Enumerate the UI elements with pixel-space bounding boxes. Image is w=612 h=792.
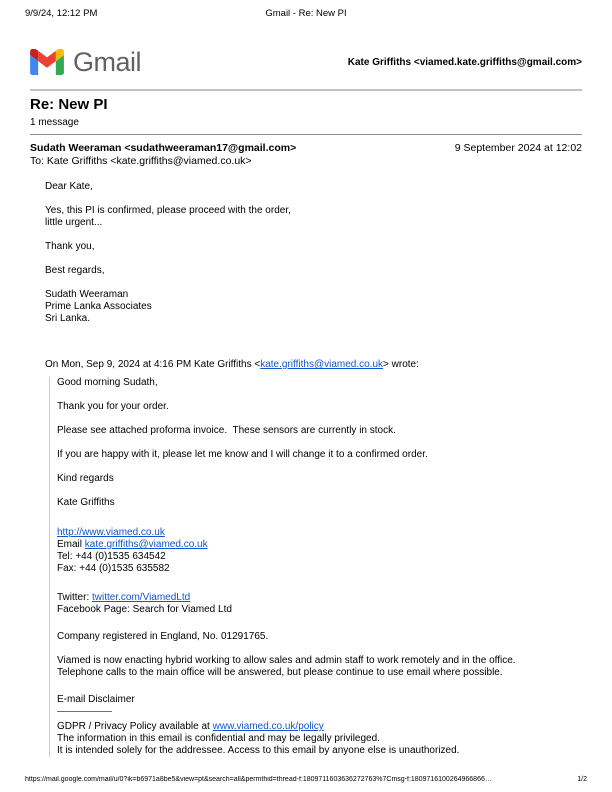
gmail-logo (30, 47, 141, 78)
print-footer (25, 776, 587, 783)
message-body (45, 181, 584, 757)
quoted-line: Thank you for your order. (57, 401, 169, 412)
print-source-url: https://mail.google.com/mail/u/0?ik=b6971a8be5&view=pt&search=all&permthid=thread-f:1809711603636272763%7Cmsg-f:1809716100264966866… (25, 776, 492, 783)
email-subject: Re: New PI (30, 96, 108, 113)
message-date: 9 September 2024 at 12:02 (454, 142, 582, 154)
twitter-line (57, 592, 584, 604)
recipient-address: To: Kate Griffiths <kate.griffiths@viamed.co.uk> (30, 155, 252, 167)
signature-name: Sudath Weeraman (45, 289, 129, 300)
twitter-label: Twitter: (57, 592, 93, 603)
page-number: 1/2 (577, 776, 587, 783)
signature-country: Sri Lanka. (45, 313, 91, 324)
quoted-sender-email-link[interactable]: kate.griffiths@viamed.co.uk (260, 359, 384, 370)
confidentiality-line: The information in this email is confidential and may be legally privileged. (57, 733, 380, 744)
twitter-link[interactable]: twitter.com/ViamedLtd (92, 592, 191, 603)
body-line: little urgent... (45, 217, 103, 228)
quoted-message (49, 377, 584, 757)
quote-attribution (45, 359, 584, 371)
signature-company: Prime Lanka Associates (45, 301, 152, 312)
company-registration: Company registered in England, No. 01291765. (57, 631, 269, 642)
facebook-line: Facebook Page: Search for Viamed Ltd (57, 604, 232, 615)
body-line: Best regards, (45, 265, 105, 276)
gmail-header (30, 44, 582, 80)
account-identity: Kate Griffiths <viamed.kate.griffiths@gmail.com> (347, 56, 582, 68)
quoted-greeting: Good morning Sudath, (57, 377, 158, 388)
confidentiality-line: It is intended solely for the addressee. Access to this email by anyone else is unauthorized. (57, 745, 460, 756)
telephone-line: Tel: +44 (0)1535 634542 (57, 551, 166, 562)
website-line (57, 527, 584, 539)
print-timestamp: 9/9/24, 12:12 PM (25, 8, 98, 19)
gmail-m-icon (30, 49, 64, 75)
email-link[interactable]: kate.griffiths@viamed.co.uk (84, 539, 208, 550)
print-doc-title: Gmail - Re: New PI (265, 8, 347, 19)
quoted-signature-name: Kate Griffiths (57, 497, 115, 508)
print-header (25, 8, 587, 20)
hybrid-working-line: Viamed is now enacting hybrid working to allow sales and admin staff to work remotely and in the office. (57, 655, 516, 666)
body-line: Thank you, (45, 241, 95, 252)
hybrid-working-line: Telephone calls to the main office will be answered, but please continue to use email where possible. (57, 667, 503, 678)
body-line: Yes, this PI is confirmed, please proceed with the order, (45, 205, 291, 216)
gmail-logo-text: Gmail (73, 46, 142, 77)
disclaimer-divider (57, 711, 112, 712)
gdpr-line (57, 721, 584, 733)
quoted-line: Please see attached proforma invoice. These sensors are currently in stock. (57, 425, 396, 436)
fax-line: Fax: +44 (0)1535 635582 (57, 563, 170, 574)
website-link[interactable]: http://www.viamed.co.uk (57, 527, 165, 538)
message-count: 1 message (30, 117, 79, 128)
sender-address: Sudath Weeraman <sudathweeraman17@gmail.com> (30, 142, 297, 154)
email-label: Email (57, 539, 85, 550)
gdpr-label: GDPR / Privacy Policy available at (57, 721, 213, 732)
privacy-policy-link[interactable]: www.viamed.co.uk/policy (212, 721, 324, 732)
header-divider (30, 89, 582, 91)
disclaimer-title: E-mail Disclaimer (57, 694, 135, 705)
quoted-line: Kind regards (57, 473, 114, 484)
quote-attribution-text: > wrote: (383, 359, 419, 370)
subject-divider (30, 134, 582, 135)
message-header-row (30, 142, 582, 154)
body-greeting: Dear Kate, (45, 181, 93, 192)
email-line (57, 539, 584, 551)
quote-attribution-text: On Mon, Sep 9, 2024 at 4:16 PM Kate Griffiths < (45, 359, 261, 370)
quoted-line: If you are happy with it, please let me know and I will change it to a confirmed order. (57, 449, 428, 460)
